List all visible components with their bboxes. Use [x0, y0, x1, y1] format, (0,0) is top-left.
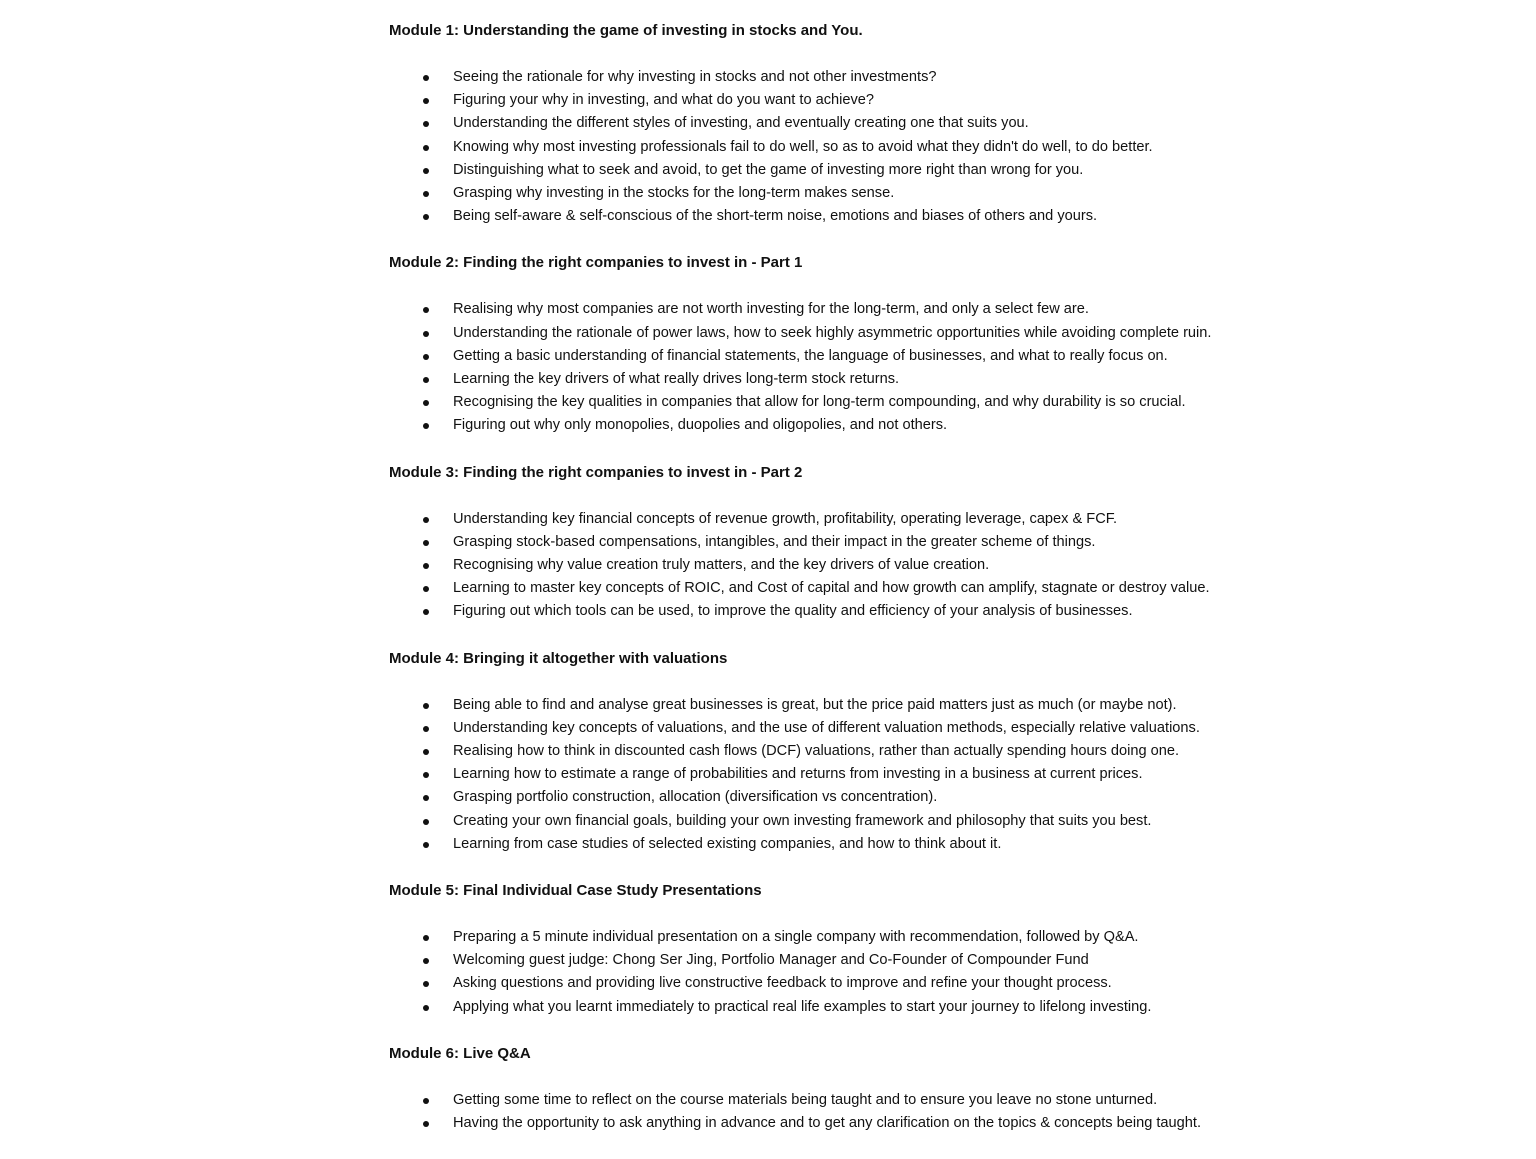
list-item-text: Preparing a 5 minute individual presentation on a single company with recommendation, followed by Q&A.: [453, 929, 1139, 946]
bullet-icon: [423, 819, 429, 825]
list-item-text: Figuring out why only monopolies, duopolies and oligopolies, and not others.: [453, 417, 948, 434]
bullet-icon: [423, 423, 429, 429]
list-item-text: Learning from case studies of selected existing companies, and how to think about it.: [453, 835, 1002, 852]
list-item-text: Grasping portfolio construction, allocation (diversification vs concentration).: [453, 789, 938, 806]
module-1-title: Module 1: Understanding the game of investing in stocks and You.: [389, 22, 863, 39]
bullet-icon: [423, 726, 429, 732]
module-5-list: [389, 926, 1249, 1019]
list-item: [389, 345, 1249, 368]
list-item: [389, 391, 1249, 414]
module-3-section: [389, 462, 1249, 624]
list-item: [389, 205, 1249, 228]
bullet-icon: [423, 214, 429, 220]
bullet-icon: [423, 1005, 429, 1011]
bullet-icon: [423, 1098, 429, 1104]
list-item-text: Understanding key financial concepts of revenue growth, profitability, operating leverage, capex & FCF.: [453, 510, 1118, 527]
bullet-icon: [423, 563, 429, 569]
list-item-text: Learning to master key concepts of ROIC, and Cost of capital and how growth can amplify, stagnate or destroy value.: [453, 580, 1210, 597]
module-6-section: [389, 1043, 1249, 1135]
list-item: [389, 508, 1249, 531]
module-1-section: [389, 20, 1249, 228]
list-item: [389, 786, 1249, 809]
list-item-text: Getting some time to reflect on the course materials being taught and to ensure you leave no stone unturned.: [453, 1091, 1158, 1108]
list-item-text: Recognising why value creation truly matters, and the key drivers of value creation.: [453, 557, 990, 574]
list-item-text: Distinguishing what to seek and avoid, to get the game of investing more right than wrong for you.: [453, 161, 1084, 178]
bullet-icon: [423, 958, 429, 964]
bullet-icon: [423, 1121, 429, 1127]
list-item-text: Welcoming guest judge: Chong Ser Jing, Portfolio Manager and Co-Founder of Compounder Fund: [453, 952, 1089, 969]
bullet-icon: [423, 517, 429, 523]
bullet-icon: [423, 981, 429, 987]
list-item: [389, 600, 1249, 623]
list-item: [389, 949, 1249, 972]
module-3-title: Module 3: Finding the right companies to invest in - Part 2: [389, 463, 803, 481]
list-item-text: Being able to find and analyse great businesses is great, but the price paid matters just as much (or maybe not).: [453, 696, 1177, 713]
bullet-icon: [423, 75, 429, 81]
list-item-text: Figuring your why in investing, and what do you want to achieve?: [453, 92, 875, 109]
list-item: [389, 972, 1249, 995]
list-item: [389, 159, 1249, 182]
list-item-text: Asking questions and providing live constructive feedback to improve and refine your thought process.: [453, 975, 1112, 992]
list-item: [389, 1112, 1249, 1135]
module-2-list: [389, 298, 1249, 437]
list-item: [389, 531, 1249, 554]
list-item: [389, 368, 1249, 391]
list-item-text: Figuring out which tools can be used, to improve the quality and efficiency of your analysis of businesses.: [453, 603, 1133, 620]
list-item: [389, 717, 1249, 740]
bullet-icon: [423, 772, 429, 778]
list-item: [389, 136, 1249, 159]
list-item: [389, 182, 1249, 205]
module-1-list: [389, 66, 1249, 228]
list-item-text: Getting a basic understanding of financial statements, the language of businesses, and what to really focus on.: [453, 347, 1168, 364]
list-item-text: Realising how to think in discounted cash flows (DCF) valuations, rather than actually spending hours doing one.: [453, 743, 1180, 760]
bullet-icon: [423, 586, 429, 592]
list-item-text: Recognising the key qualities in companies that allow for long-term compounding, and why durability is so crucial.: [453, 394, 1186, 411]
list-item-text: Grasping why investing in the stocks for the long-term makes sense.: [453, 185, 895, 202]
list-item: [389, 112, 1249, 135]
bullet-icon: [423, 354, 429, 360]
list-item: [389, 810, 1249, 833]
bullet-icon: [423, 935, 429, 941]
bullet-icon: [423, 609, 429, 615]
list-item: [389, 926, 1249, 949]
list-item-text: Understanding key concepts of valuations, and the use of different valuation methods, especially relative valuations.: [453, 719, 1200, 736]
bullet-icon: [423, 795, 429, 801]
list-item: [389, 1089, 1249, 1112]
list-item-text: Understanding the rationale of power laws, how to seek highly asymmetric opportunities while avoiding complete ruin.: [453, 324, 1212, 341]
list-item-text: Creating your own financial goals, building your own investing framework and philosophy that suits you best.: [453, 812, 1152, 829]
module-2-section: [389, 252, 1249, 437]
module-4-list: [389, 694, 1249, 856]
bullet-icon: [423, 168, 429, 174]
list-item-text: Being self-aware & self-conscious of the short-term noise, emotions and biases of others and yours.: [453, 208, 1098, 225]
bullet-icon: [423, 703, 429, 709]
list-item-text: Learning how to estimate a range of probabilities and returns from investing in a business at current prices.: [453, 766, 1143, 783]
bullet-icon: [423, 842, 429, 848]
list-item: [389, 414, 1249, 437]
bullet-icon: [423, 749, 429, 755]
list-item: [389, 996, 1249, 1019]
list-item-text: Seeing the rationale for why investing in stocks and not other investments?: [453, 69, 937, 85]
module-5-section: [389, 880, 1249, 1019]
bullet-icon: [423, 191, 429, 197]
list-item-text: Applying what you learnt immediately to practical real life examples to start your journey to lifelong investing.: [453, 998, 1152, 1015]
list-item-text: Having the opportunity to ask anything in advance and to get any clarification on the topics & concepts being taught.: [453, 1115, 1202, 1132]
module-3-list: [389, 508, 1249, 624]
module-4-section: [389, 648, 1249, 856]
list-item: [389, 577, 1249, 600]
module-2-title: Module 2: Finding the right companies to invest in - Part 1: [389, 254, 803, 272]
module-5-title: Module 5: Final Individual Case Study Presentations: [389, 882, 762, 900]
list-item: [389, 554, 1249, 577]
list-item: [389, 833, 1249, 856]
list-item-text: Learning the key drivers of what really drives long-term stock returns.: [453, 371, 900, 388]
list-item: [389, 763, 1249, 786]
module-4-title: Module 4: Bringing it altogether with valuations: [389, 649, 728, 667]
bullet-icon: [423, 400, 429, 406]
module-6-list: [389, 1089, 1249, 1135]
bullet-icon: [423, 121, 429, 127]
bullet-icon: [423, 331, 429, 337]
list-item-text: Knowing why most investing professionals fail to do well, so as to avoid what they didn't do well, to do better.: [453, 138, 1153, 155]
list-item-text: Grasping stock-based compensations, intangibles, and their impact in the greater scheme of things.: [453, 533, 1096, 550]
list-item: [389, 298, 1249, 321]
bullet-icon: [423, 307, 429, 313]
bullet-icon: [423, 377, 429, 383]
list-item: [389, 89, 1249, 112]
list-item: [389, 322, 1249, 345]
list-item: [389, 740, 1249, 763]
bullet-icon: [423, 98, 429, 104]
list-item: [389, 694, 1249, 717]
list-item-text: Understanding the different styles of investing, and eventually creating one that suits you.: [453, 115, 1029, 132]
document-page: [389, 20, 1249, 1159]
list-item-text: Realising why most companies are not worth investing for the long-term, and only a select few are.: [453, 301, 1089, 318]
module-6-title: Module 6: Live Q&A: [389, 1044, 531, 1062]
bullet-icon: [423, 145, 429, 151]
list-item: [389, 66, 1249, 89]
bullet-icon: [423, 540, 429, 546]
